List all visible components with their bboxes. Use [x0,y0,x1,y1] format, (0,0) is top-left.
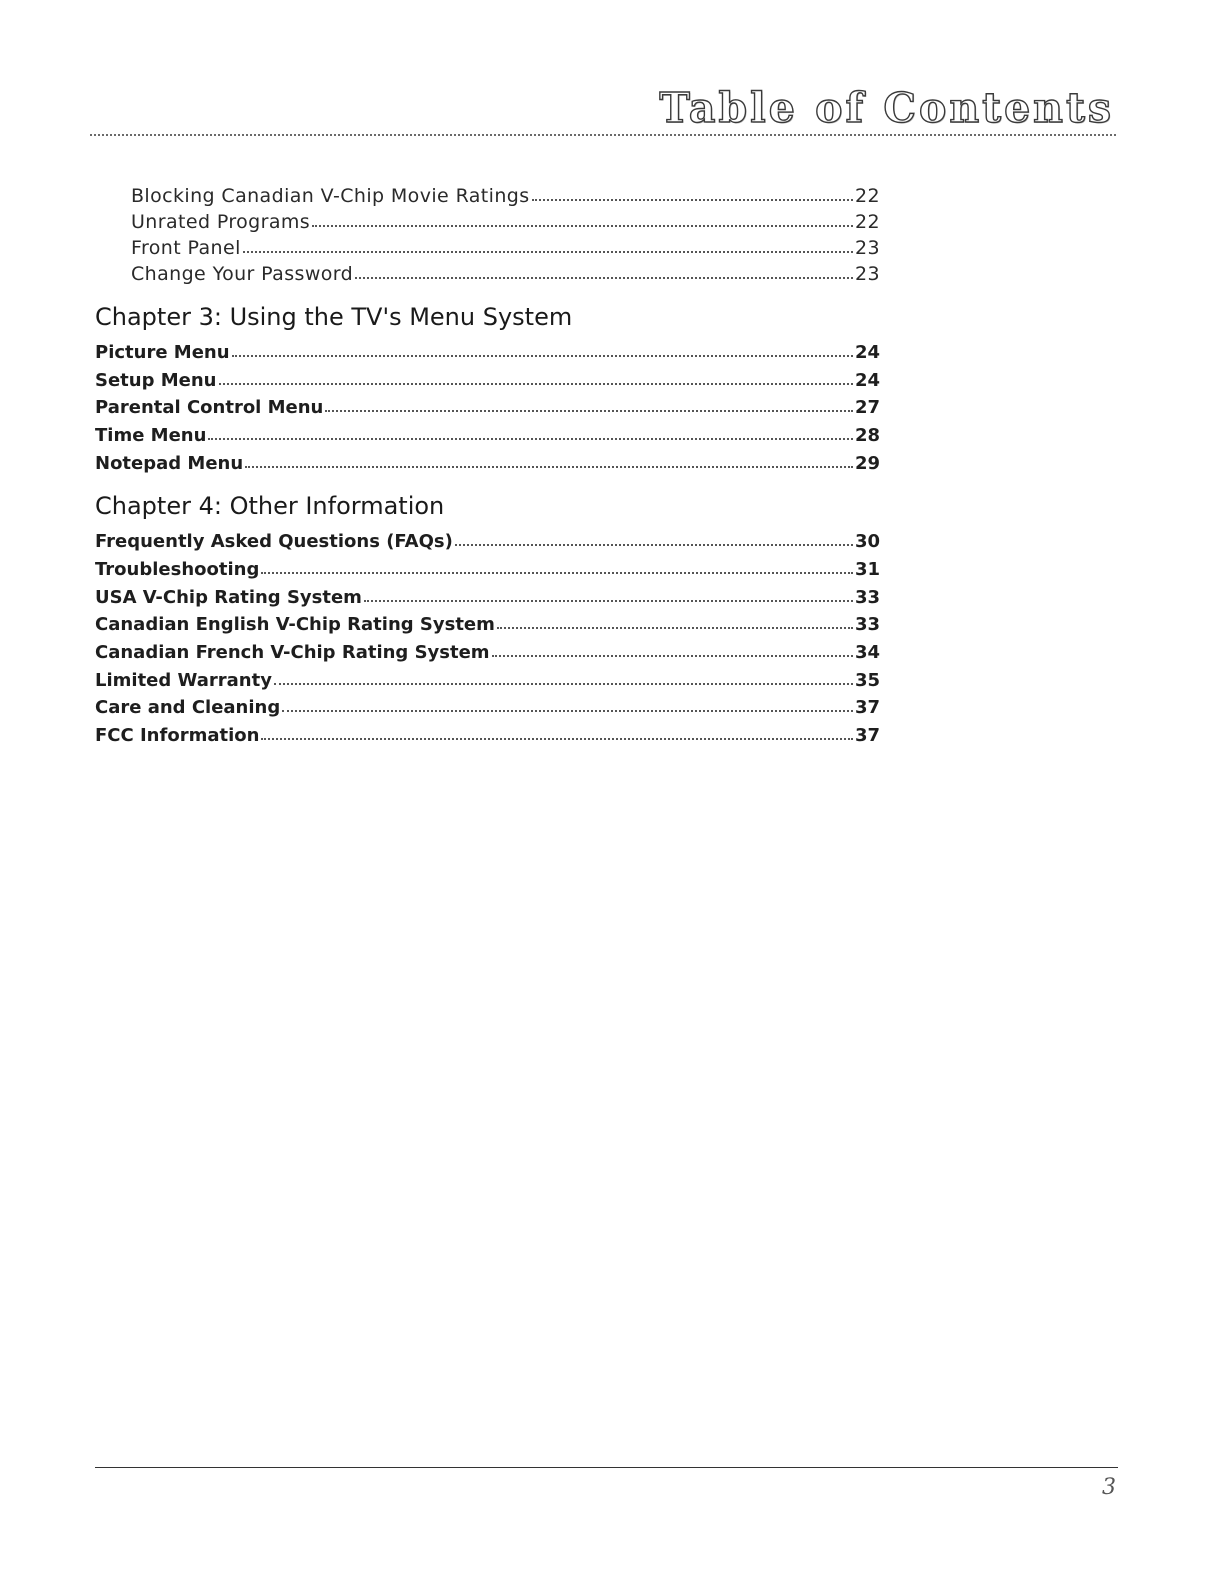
toc-entry-title: Care and Cleaning [95,697,281,718]
toc-entry[interactable] [95,342,880,363]
toc-entry-title: FCC Information [95,725,260,746]
chapter-heading: Chapter 4: Other Information [95,492,445,520]
toc-entry-title: Canadian English V-Chip Rating System [95,614,495,635]
toc-entry[interactable] [131,185,880,207]
toc-entry[interactable] [95,697,880,718]
dot-leader [355,277,853,279]
toc-entry[interactable] [131,237,880,259]
toc-entry-title: Blocking Canadian V-Chip Movie Ratings [131,185,530,207]
dot-leader [261,738,853,740]
toc-entry-page: 37 [854,725,880,746]
toc-entry-page: 23 [855,263,880,285]
toc-entry-title: Change Your Password [131,263,354,285]
page-title: Table of Contents [659,84,1114,132]
page-number: 3 [1102,1475,1116,1500]
dot-leader [274,683,853,685]
dot-leader [325,410,853,412]
toc-entry[interactable] [95,397,880,418]
toc-entry-title: Frequently Asked Questions (FAQs) [95,531,453,552]
toc-entry[interactable] [95,587,880,608]
dot-leader [208,438,853,440]
chapter-heading: Chapter 3: Using the TV's Menu System [95,303,573,331]
toc-entry-title: Setup Menu [95,370,217,391]
toc-entry-title: Front Panel [131,237,241,259]
toc-entry[interactable] [95,453,880,474]
toc-entry-page: 22 [855,211,880,233]
toc-entry-page: 33 [854,614,880,635]
dot-leader [243,251,853,253]
toc-entry-page: 24 [854,370,880,391]
dot-leader [312,225,853,227]
dot-leader [245,466,853,468]
dot-leader [455,544,853,546]
toc-entry-page: 31 [854,559,880,580]
toc-entry-title: Troubleshooting [95,559,260,580]
toc-entry-title: Notepad Menu [95,453,244,474]
footer-divider [95,1467,1118,1468]
dot-leader [261,572,853,574]
toc-entry[interactable] [95,559,880,580]
dot-leader [282,710,853,712]
toc-entry-page: 27 [854,397,880,418]
toc-entry-title: Picture Menu [95,342,230,363]
toc-entry[interactable] [95,370,880,391]
toc-entry-title: Time Menu [95,425,207,446]
dot-leader [232,355,853,357]
toc-entry-page: 35 [854,670,880,691]
dot-leader [219,383,853,385]
toc-entry[interactable] [95,425,880,446]
toc-entry-page: 33 [854,587,880,608]
toc-entry[interactable] [95,531,880,552]
header-divider [90,134,1116,136]
toc-entry[interactable] [131,211,880,233]
toc-entry-title: Parental Control Menu [95,397,324,418]
toc-entry-page: 29 [854,453,880,474]
toc-entry-title: Limited Warranty [95,670,272,691]
toc-entry-page: 34 [854,642,880,663]
toc-entry[interactable] [95,614,880,635]
toc-entry-page: 23 [855,237,880,259]
toc-entry[interactable] [95,725,880,746]
toc-entry-title: USA V-Chip Rating System [95,587,362,608]
toc-entry[interactable] [95,670,880,691]
toc-entry-title: Unrated Programs [131,211,311,233]
toc-entry-page: 30 [854,531,880,552]
toc-entry[interactable] [131,263,880,285]
dot-leader [364,600,853,602]
toc-entry[interactable] [95,642,880,663]
dot-leader [497,627,853,629]
dot-leader [492,655,853,657]
toc-entry-title: Canadian French V-Chip Rating System [95,642,490,663]
toc-entry-page: 22 [855,185,880,207]
dot-leader [532,199,853,201]
toc-entry-page: 37 [854,697,880,718]
toc-entry-page: 28 [854,425,880,446]
toc-entry-page: 24 [854,342,880,363]
